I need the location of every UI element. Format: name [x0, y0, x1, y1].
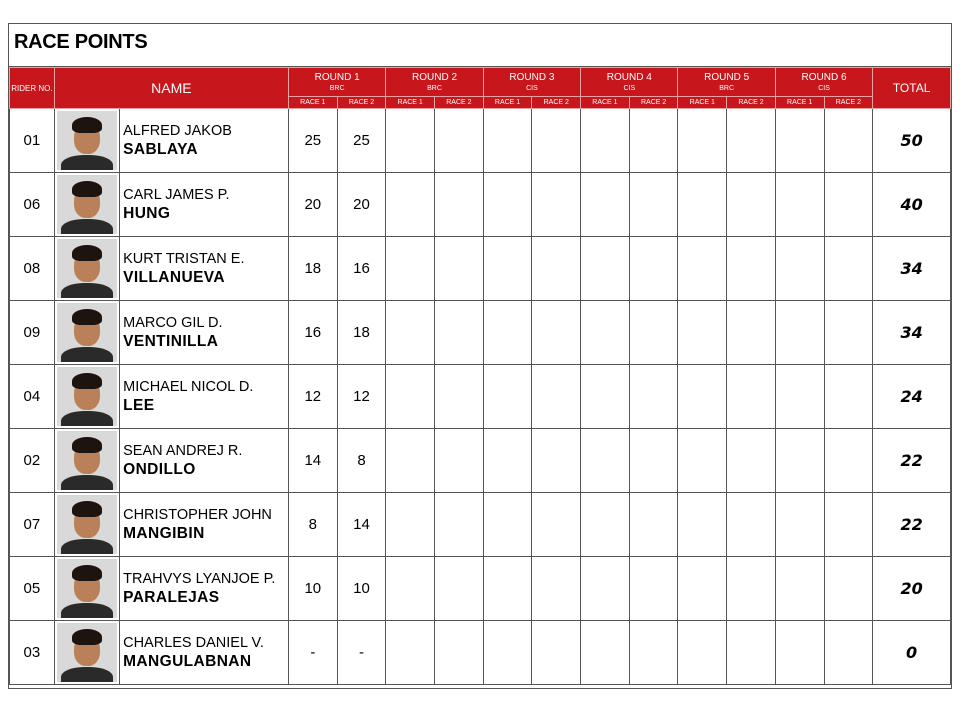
race-points-cell	[532, 301, 581, 365]
rider-last-name: LEE	[123, 396, 155, 414]
race-points-cell	[727, 557, 776, 621]
race-points-cell	[581, 365, 630, 429]
race-points-cell	[629, 237, 678, 301]
rider-photo-cell	[54, 173, 119, 237]
rider-no-header: RIDER NO.	[10, 68, 55, 109]
rider-name-cell	[120, 237, 289, 301]
total-points: 34	[873, 237, 951, 301]
race-points-cell	[678, 365, 727, 429]
total-points: 50	[873, 109, 951, 173]
race-points-cell: 16	[337, 237, 386, 301]
rider-photo-cell	[54, 301, 119, 365]
total-header: TOTAL	[873, 68, 951, 109]
race-points-cell: 12	[288, 365, 337, 429]
race-points-cell	[483, 493, 532, 557]
race-points-cell	[435, 109, 484, 173]
round-label: ROUND 6	[801, 71, 847, 83]
rider-photo-cell	[54, 557, 119, 621]
race-points-cell	[629, 365, 678, 429]
race-points-cell: 20	[288, 173, 337, 237]
race-points-cell: -	[337, 621, 386, 685]
round-5-race1-header: RACE 1	[678, 97, 727, 109]
table-row	[10, 557, 951, 621]
round-2-race1-header: RACE 1	[386, 97, 435, 109]
race-points-sheet	[8, 23, 952, 689]
race-points-cell	[775, 237, 824, 301]
table-row	[10, 429, 951, 493]
rider-first-name: CHARLES DANIEL V.	[123, 634, 264, 651]
title-bar	[9, 24, 951, 67]
rider-name-cell	[120, 557, 289, 621]
race-points-cell	[727, 237, 776, 301]
race-points-cell	[678, 237, 727, 301]
rider-photo-cell	[54, 109, 119, 173]
total-points: 22	[873, 429, 951, 493]
race-points-cell	[727, 301, 776, 365]
rider-photo-cell	[54, 237, 119, 301]
rider-photo	[57, 431, 117, 490]
round-label: ROUND 1	[314, 71, 360, 83]
round-1-race2-header: RACE 2	[337, 97, 386, 109]
round-label: ROUND 4	[606, 71, 652, 83]
rider-photo	[57, 303, 117, 362]
round-6-race1-header: RACE 1	[775, 97, 824, 109]
race-points-cell	[775, 621, 824, 685]
race-points-cell	[824, 429, 873, 493]
rider-first-name: CHRISTOPHER JOHN	[123, 506, 272, 523]
race-points-cell	[629, 557, 678, 621]
rider-name-cell	[120, 173, 289, 237]
race-points-cell	[775, 109, 824, 173]
round-series: BRC	[427, 84, 442, 92]
race-points-cell	[629, 493, 678, 557]
rider-last-name: SABLAYA	[123, 140, 198, 158]
race-points-cell	[775, 557, 824, 621]
rider-first-name: CARL JAMES P.	[123, 186, 230, 203]
race-points-cell	[532, 237, 581, 301]
rider-first-name: ALFRED JAKOB	[123, 122, 232, 139]
total-points: 22	[873, 493, 951, 557]
rider-name-cell	[120, 109, 289, 173]
race-points-cell	[775, 429, 824, 493]
race-points-cell: 18	[337, 301, 386, 365]
race-points-cell	[532, 429, 581, 493]
race-points-cell	[581, 493, 630, 557]
race-points-cell	[678, 109, 727, 173]
rider-last-name: ONDILLO	[123, 460, 196, 478]
race-points-cell	[727, 621, 776, 685]
rider-last-name: HUNG	[123, 204, 171, 222]
race-points-cell	[483, 237, 532, 301]
rider-photo	[57, 367, 117, 426]
rider-number: 07	[10, 493, 55, 557]
race-points-cell	[775, 365, 824, 429]
round-3-header	[483, 68, 580, 97]
race-points-cell	[435, 621, 484, 685]
round-4-race2-header: RACE 2	[629, 97, 678, 109]
race-points-cell	[435, 429, 484, 493]
round-series: CIS	[623, 84, 636, 92]
rider-first-name: SEAN ANDREJ R.	[123, 442, 243, 459]
race-points-cell	[775, 173, 824, 237]
round-5-race2-header: RACE 2	[727, 97, 776, 109]
rider-photo	[57, 495, 117, 554]
total-points: 24	[873, 365, 951, 429]
race-points-cell: 8	[337, 429, 386, 493]
round-3-race1-header: RACE 1	[483, 97, 532, 109]
race-points-cell	[581, 173, 630, 237]
round-1-race1-header: RACE 1	[288, 97, 337, 109]
table-row	[10, 173, 951, 237]
round-series: BRC	[719, 84, 735, 92]
race-points-cell	[435, 237, 484, 301]
race-points-cell: 10	[337, 557, 386, 621]
race-points-cell	[386, 237, 435, 301]
race-points-cell	[532, 365, 581, 429]
race-points-cell	[532, 109, 581, 173]
rider-photo	[57, 111, 117, 170]
race-points-cell	[483, 109, 532, 173]
rider-name-cell	[120, 429, 289, 493]
race-points-cell	[386, 109, 435, 173]
round-4-header	[581, 68, 678, 97]
total-points: 34	[873, 301, 951, 365]
race-points-cell	[483, 173, 532, 237]
race-points-cell	[483, 621, 532, 685]
race-points-cell: 18	[288, 237, 337, 301]
race-points-cell	[483, 365, 532, 429]
race-points-cell	[727, 365, 776, 429]
total-points: 40	[873, 173, 951, 237]
race-points-cell	[727, 173, 776, 237]
rider-photo-cell	[54, 621, 119, 685]
round-6-race2-header: RACE 2	[824, 97, 873, 109]
race-points-cell	[727, 109, 776, 173]
round-6-header	[775, 68, 872, 97]
race-points-cell	[532, 493, 581, 557]
race-points-cell	[824, 301, 873, 365]
race-points-cell: 14	[288, 429, 337, 493]
race-points-cell	[678, 621, 727, 685]
rider-photo	[57, 559, 117, 618]
round-4-race1-header: RACE 1	[581, 97, 630, 109]
race-points-cell	[678, 493, 727, 557]
rider-name-cell	[120, 365, 289, 429]
round-3-race2-header: RACE 2	[532, 97, 581, 109]
race-points-cell	[532, 621, 581, 685]
race-points-cell	[678, 173, 727, 237]
race-points-cell	[581, 621, 630, 685]
rider-last-name: MANGULABNAN	[123, 652, 252, 670]
race-points-cell	[581, 237, 630, 301]
rider-number: 02	[10, 429, 55, 493]
rider-first-name: KURT TRISTAN E.	[123, 250, 245, 267]
rider-number: 05	[10, 557, 55, 621]
race-points-cell	[435, 173, 484, 237]
race-points-cell	[435, 557, 484, 621]
race-points-cell	[483, 557, 532, 621]
race-points-cell	[775, 493, 824, 557]
race-points-cell: 8	[288, 493, 337, 557]
race-points-cell	[386, 621, 435, 685]
race-points-cell	[386, 429, 435, 493]
rider-name-cell	[120, 301, 289, 365]
race-points-cell	[824, 493, 873, 557]
race-points-cell: 16	[288, 301, 337, 365]
page-title: RACE POINTS	[14, 31, 148, 53]
round-label: ROUND 2	[412, 71, 458, 83]
race-points-cell	[581, 301, 630, 365]
round-2-race2-header: RACE 2	[435, 97, 484, 109]
rider-photo-cell	[54, 493, 119, 557]
race-points-cell	[629, 429, 678, 493]
round-5-header	[678, 68, 775, 97]
race-points-cell	[629, 173, 678, 237]
total-points: 20	[873, 557, 951, 621]
race-points-cell	[435, 493, 484, 557]
round-series: BRC	[329, 84, 345, 92]
rider-name-cell	[120, 493, 289, 557]
round-2-header	[386, 68, 483, 97]
table-row	[10, 493, 951, 557]
round-label: ROUND 3	[509, 71, 555, 83]
race-points-cell	[581, 557, 630, 621]
race-points-cell	[678, 301, 727, 365]
race-points-cell	[386, 301, 435, 365]
rider-number: 08	[10, 237, 55, 301]
standings-table	[9, 67, 951, 685]
race-points-cell	[532, 173, 581, 237]
total-points: 0	[873, 621, 951, 685]
round-label: ROUND 5	[704, 71, 750, 83]
race-points-cell	[629, 301, 678, 365]
rider-photo	[57, 623, 117, 682]
round-series: CIS	[818, 84, 830, 92]
race-points-cell	[435, 365, 484, 429]
table-row	[10, 365, 951, 429]
rider-photo-cell	[54, 429, 119, 493]
rider-number: 04	[10, 365, 55, 429]
race-points-cell	[483, 429, 532, 493]
race-points-cell	[581, 429, 630, 493]
round-1-header	[288, 68, 385, 97]
race-points-cell	[483, 301, 532, 365]
race-points-cell: 12	[337, 365, 386, 429]
rider-number: 06	[10, 173, 55, 237]
name-header: NAME	[54, 68, 288, 109]
rider-photo-cell	[54, 365, 119, 429]
round-series: CIS	[526, 84, 538, 92]
table-row	[10, 237, 951, 301]
race-points-cell	[386, 173, 435, 237]
race-points-cell: 20	[337, 173, 386, 237]
table-row	[10, 301, 951, 365]
race-points-cell	[629, 109, 678, 173]
race-points-cell: 25	[288, 109, 337, 173]
rider-number: 09	[10, 301, 55, 365]
race-points-cell	[386, 493, 435, 557]
race-points-cell	[824, 237, 873, 301]
rider-last-name: VENTINILLA	[123, 332, 219, 350]
race-points-cell	[532, 557, 581, 621]
race-points-cell	[678, 557, 727, 621]
rider-number: 03	[10, 621, 55, 685]
race-points-cell	[775, 301, 824, 365]
race-points-cell	[824, 173, 873, 237]
rider-first-name: TRAHVYS LYANJOE P.	[123, 570, 276, 587]
race-points-cell	[629, 621, 678, 685]
table-row	[10, 109, 951, 173]
race-points-cell	[386, 557, 435, 621]
race-points-cell	[727, 493, 776, 557]
race-points-cell: -	[288, 621, 337, 685]
rider-last-name: VILLANUEVA	[123, 268, 225, 286]
race-points-cell	[824, 365, 873, 429]
rider-photo	[57, 239, 117, 298]
race-points-cell: 25	[337, 109, 386, 173]
rider-name-cell	[120, 621, 289, 685]
rider-photo	[57, 175, 117, 234]
race-points-cell	[678, 429, 727, 493]
table-row	[10, 621, 951, 685]
race-points-cell	[824, 109, 873, 173]
race-points-cell	[386, 365, 435, 429]
race-points-cell	[824, 557, 873, 621]
rider-first-name: MARCO GIL D.	[123, 314, 223, 331]
race-points-cell	[581, 109, 630, 173]
rider-last-name: PARALEJAS	[123, 588, 220, 606]
race-points-cell: 10	[288, 557, 337, 621]
race-points-cell	[727, 429, 776, 493]
race-points-cell	[435, 301, 484, 365]
rider-number: 01	[10, 109, 55, 173]
race-points-cell: 14	[337, 493, 386, 557]
rider-first-name: MICHAEL NICOL D.	[123, 378, 254, 395]
rider-last-name: MANGIBIN	[123, 524, 205, 542]
race-points-cell	[824, 621, 873, 685]
